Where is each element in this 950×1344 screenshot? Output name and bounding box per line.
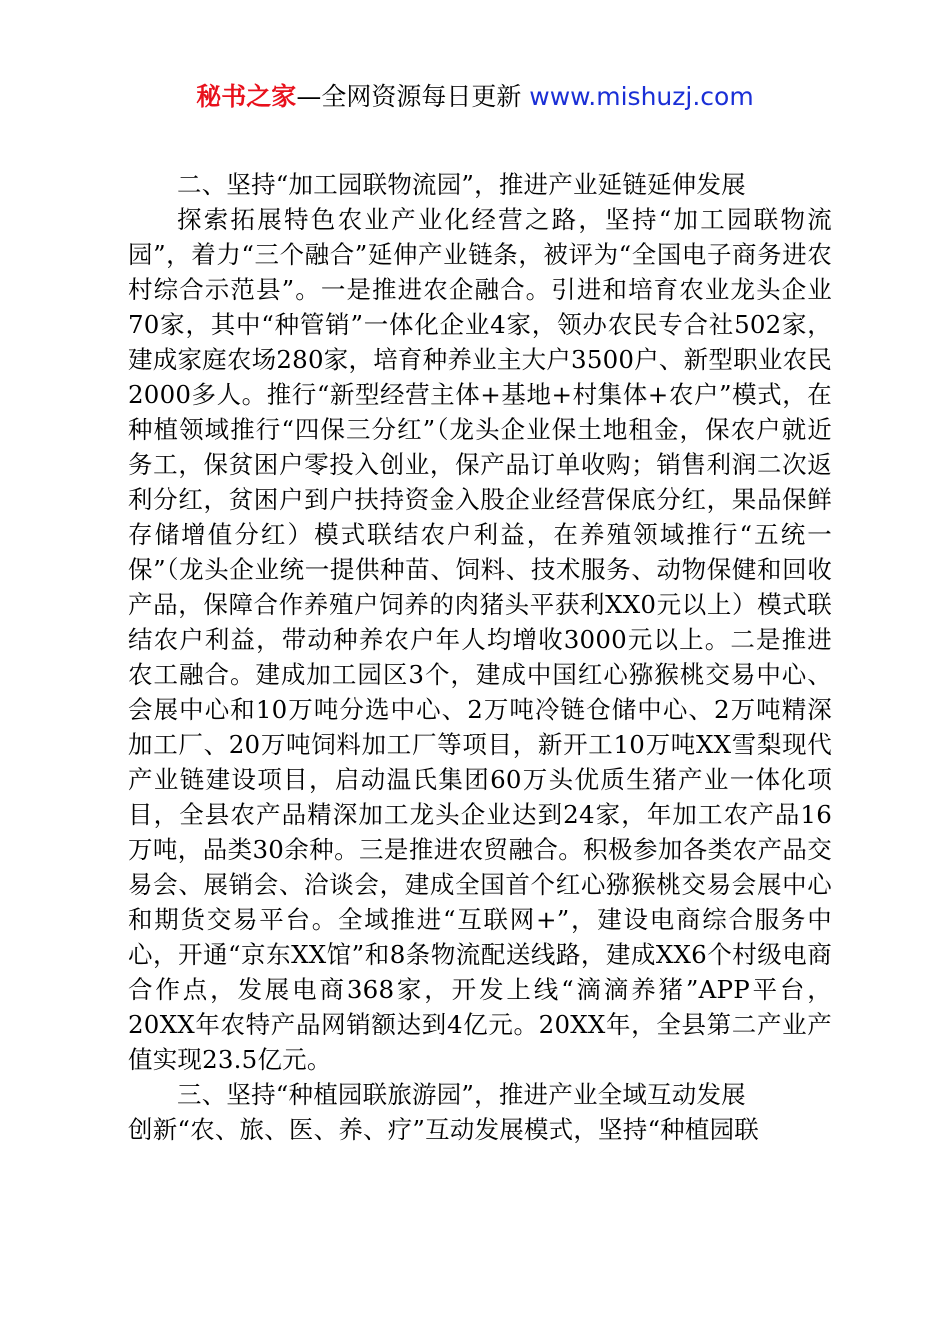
section-heading-3: 三、坚持“种植园联旅游园”，推进产业全域互动发展 [177,1080,746,1109]
site-header [0,80,950,114]
section-paragraph-2: 探索拓展特色农业产业化经营之路，坚持“加工园联物流园”，着力“三个融合”延伸产业链条，被评为“全国电子商务进农村综合示范县”。一是推进农企融合。引进和培育农业龙头企业70家，其中“种管销”一体化企业4家，领办农民专合社502家，建成家庭农场280家，培育种养业主大户3500户、新型职业农民2000多人。推行“新型经营主体+基地+村集体+农户”模式，在种植领域推行“四保三分红”（龙头企业保土地租金，保农户就近务工，保贫困户零投入创业，保产品订单收购；销售利润二次返利分红，贫困户到户扶持资金入股企业经营保底分红，果品保鲜存储增值分红）模式联结农户利益，在养殖领域推行“五统一保”（龙头企业统一提供种苗、饲料、技术服务、动物保健和回收产品，保障合作养殖户饲养的肉猪头平获利XX0元以上）模式联结农户利益，带动种养农户年人均增收3000元以上。二是推进农工融合。建成加工园区3个，建成中国红心猕猴桃交易中心、会展中心和10万吨分选中心、2万吨冷链仓储中心、2万吨精深加工厂、20万吨饲料加工厂等项目，新开工10万吨XX雪梨现代产业链建设项目，启动温氏集团60万头优质生猪产业一体化项目，全县农产品精深加工龙头企业达到24家，年加工农产品16万吨，品类30余种。三是推进农贸融合。积极参加各类农产品交易会、展销会、洽谈会，建成全国首个红心猕猴桃交易会展中心和期货交易平台。全域推进“互联网+”，建设电商综合服务中心，开通“京东XX馆”和8条物流配送线路，建成XX6个村级电商合作点，发展电商368家，开发上线“滴滴养猪”APP平台，20XX年农特产品网销额达到4亿元。20XX年，全县第二产业产值实现23.5亿元。 [128,205,832,1074]
section-heading-2: 二、坚持“加工园联物流园”，推进产业延链延伸发展 [177,170,746,199]
site-url[interactable]: www.mishuzj.com [529,82,754,111]
document-body [128,167,832,1147]
brand-name: 秘书之家 [196,82,297,111]
section-paragraph-3: 创新“农、旅、医、养、疗”互动发展模式，坚持“种植园联 [128,1115,759,1144]
header-tagline: —全网资源每日更新 [296,82,530,111]
